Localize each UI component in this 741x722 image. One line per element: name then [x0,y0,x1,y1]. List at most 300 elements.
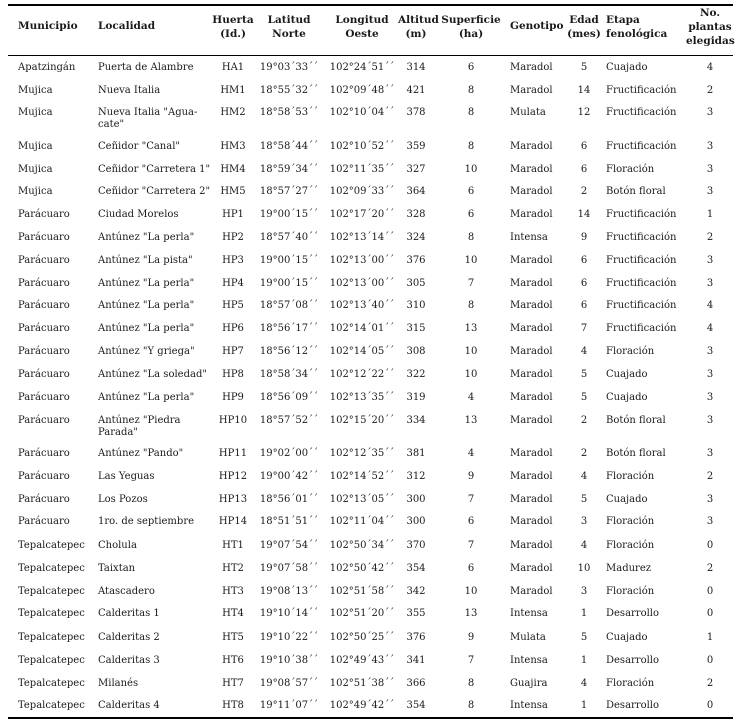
cell-latitud: 19°07´58´´ [259,563,319,574]
cell-edad: 6 [580,300,588,311]
cell-superficie: 10 [464,255,478,266]
cell-municipio: Tepalcatepec [18,563,85,574]
cell-genotipo: Maradol [510,209,553,220]
cell-huerta: HT2 [222,563,244,574]
cell-superficie: 6 [467,563,475,574]
cell-etapa: Fructificación [606,232,677,243]
cell-etapa: Botón floral [606,186,666,197]
cell-latitud: 19°10´38´´ [259,655,319,666]
cell-huerta: HT6 [222,655,244,666]
cell-edad: 3 [580,516,588,527]
cell-edad: 6 [580,141,588,152]
cell-longitud: 102°09´48´´ [329,85,395,96]
cell-edad: 2 [580,448,588,459]
table-header-rule [8,55,733,56]
cell-latitud: 19°00´15´´ [259,278,319,289]
cell-latitud: 18°58´53´´ [259,107,319,118]
cell-genotipo: Maradol [510,62,553,73]
cell-localidad: Atascadero [98,586,155,597]
cell-municipio: Parácuaro [18,516,70,527]
cell-latitud: 19°03´33´´ [259,62,319,73]
cell-latitud: 18°51´51´´ [259,516,319,527]
cell-plantas: 3 [706,415,714,426]
cell-superficie: 6 [467,62,475,73]
cell-localidad: Ceñidor "Carretera 2" [98,186,211,197]
cell-municipio: Tepalcatepec [18,540,85,551]
cell-genotipo: Intensa [510,700,548,711]
cell-superficie: 9 [467,632,475,643]
cell-huerta: HT4 [222,608,244,619]
cell-localidad: Antúnez "La perla" [98,232,195,243]
cell-localidad: Calderitas 2 [98,632,160,643]
cell-altitud: 421 [406,85,426,96]
header-etapa: Etapa fenológica [606,14,668,40]
cell-huerta: HP13 [218,494,248,505]
cell-edad: 14 [577,85,591,96]
cell-plantas: 3 [706,369,714,380]
cell-localidad: Los Pozos [98,494,148,505]
cell-latitud: 19°10´22´´ [259,632,319,643]
cell-municipio: Tepalcatepec [18,678,85,689]
cell-longitud: 102°13´40´´ [329,300,395,311]
cell-localidad: Antúnez "La perla" [98,278,195,289]
cell-superficie: 7 [467,494,475,505]
cell-etapa: Floración [606,516,655,527]
cell-altitud: 341 [406,655,426,666]
cell-plantas: 3 [706,278,714,289]
cell-altitud: 370 [406,540,426,551]
cell-altitud: 305 [406,278,426,289]
cell-municipio: Parácuaro [18,346,70,357]
cell-superficie: 13 [464,608,478,619]
cell-longitud: 102°14´01´´ [329,323,395,334]
cell-longitud: 102°10´04´´ [329,107,395,118]
cell-localidad: Antúnez "La pista" [98,255,193,266]
cell-longitud: 102°50´34´´ [329,540,395,551]
cell-etapa: Cuajado [606,62,648,73]
cell-etapa: Desarrollo [606,608,660,619]
cell-plantas: 1 [706,632,714,643]
cell-municipio: Parácuaro [18,323,70,334]
cell-huerta: HP4 [222,278,244,289]
cell-longitud: 102°13´14´´ [329,232,395,243]
cell-latitud: 18°57´27´´ [259,186,319,197]
cell-latitud: 18°56´01´´ [259,494,319,505]
cell-huerta: HT1 [222,540,244,551]
cell-plantas: 3 [706,448,714,459]
cell-edad: 5 [580,62,588,73]
cell-huerta: HM3 [220,141,246,152]
cell-latitud: 18°56´12´´ [259,346,319,357]
cell-superficie: 13 [464,415,478,426]
cell-municipio: Tepalcatepec [18,632,85,643]
cell-superficie: 9 [467,471,475,482]
cell-latitud: 18°58´34´´ [259,369,319,380]
cell-genotipo: Intensa [510,655,548,666]
cell-localidad: Nueva Italia "Agua- cate" [98,107,198,130]
cell-municipio: Tepalcatepec [18,608,85,619]
cell-genotipo: Maradol [510,516,553,527]
cell-municipio: Parácuaro [18,278,70,289]
cell-plantas: 3 [706,107,714,118]
cell-huerta: HA1 [221,62,245,73]
cell-longitud: 102°50´25´´ [329,632,395,643]
cell-superficie: 6 [467,516,475,527]
cell-longitud: 102°10´52´´ [329,141,395,152]
cell-etapa: Fructificación [606,255,677,266]
cell-plantas: 3 [706,392,714,403]
cell-localidad: Nueva Italia [98,85,161,96]
cell-genotipo: Maradol [510,186,553,197]
cell-edad: 6 [580,255,588,266]
header-superficie: Superficie (ha) [441,14,501,40]
cell-latitud: 19°00´15´´ [259,209,319,220]
cell-etapa: Cuajado [606,632,648,643]
cell-localidad: Antúnez "Piedra Parada" [98,415,181,438]
cell-altitud: 312 [406,471,426,482]
cell-genotipo: Maradol [510,392,553,403]
cell-genotipo: Mulata [510,632,546,643]
cell-genotipo: Maradol [510,255,553,266]
cell-genotipo: Intensa [510,608,548,619]
cell-longitud: 102°12´35´´ [329,448,395,459]
cell-etapa: Fructificación [606,85,677,96]
cell-latitud: 19°02´00´´ [259,448,319,459]
cell-plantas: 3 [706,516,714,527]
cell-edad: 1 [580,700,588,711]
cell-altitud: 376 [406,632,426,643]
cell-superficie: 7 [467,540,475,551]
cell-plantas: 1 [706,209,714,220]
cell-localidad: Cholula [98,540,137,551]
cell-genotipo: Maradol [510,540,553,551]
cell-longitud: 102°49´42´´ [329,700,395,711]
cell-huerta: HM2 [220,107,246,118]
cell-altitud: 308 [406,346,426,357]
cell-edad: 12 [577,107,591,118]
cell-longitud: 102°15´20´´ [329,415,395,426]
cell-altitud: 364 [406,186,426,197]
cell-etapa: Cuajado [606,392,648,403]
cell-longitud: 102°49´43´´ [329,655,395,666]
cell-superficie: 6 [467,209,475,220]
cell-edad: 2 [580,415,588,426]
cell-huerta: HP8 [222,369,244,380]
cell-genotipo: Maradol [510,471,553,482]
cell-altitud: 328 [406,209,426,220]
cell-huerta: HP2 [222,232,244,243]
cell-latitud: 18°55´32´´ [259,85,319,96]
cell-localidad: Puerta de Alambre [98,62,194,73]
cell-plantas: 4 [706,323,714,334]
cell-latitud: 18°57´08´´ [259,300,319,311]
cell-etapa: Fructificación [606,209,677,220]
cell-altitud: 300 [406,516,426,527]
cell-genotipo: Maradol [510,448,553,459]
cell-genotipo: Mulata [510,107,546,118]
cell-altitud: 315 [406,323,426,334]
cell-etapa: Fructificación [606,278,677,289]
cell-genotipo: Maradol [510,415,553,426]
cell-municipio: Apatzingán [18,62,76,73]
cell-longitud: 102°51´20´´ [329,608,395,619]
cell-localidad: Taixtan [98,563,136,574]
cell-edad: 10 [577,563,591,574]
cell-superficie: 8 [467,232,475,243]
cell-genotipo: Maradol [510,323,553,334]
cell-genotipo: Maradol [510,563,553,574]
cell-superficie: 7 [467,278,475,289]
cell-plantas: 0 [706,540,714,551]
cell-etapa: Madurez [606,563,652,574]
cell-latitud: 19°00´42´´ [259,471,319,482]
cell-edad: 6 [580,278,588,289]
cell-localidad: Calderitas 1 [98,608,160,619]
cell-longitud: 102°11´04´´ [329,516,395,527]
cell-altitud: 359 [406,141,426,152]
cell-superficie: 13 [464,323,478,334]
header-huerta: Huerta (Id.) [212,14,254,40]
cell-latitud: 18°56´09´´ [259,392,319,403]
cell-superficie: 6 [467,186,475,197]
table-top-rule [8,4,733,6]
cell-longitud: 102°13´05´´ [329,494,395,505]
cell-latitud: 19°08´13´´ [259,586,319,597]
cell-localidad: Ciudad Morelos [98,209,179,220]
cell-edad: 14 [577,209,591,220]
cell-altitud: 319 [406,392,426,403]
cell-altitud: 310 [406,300,426,311]
cell-edad: 5 [580,632,588,643]
cell-altitud: 355 [406,608,426,619]
cell-etapa: Cuajado [606,369,648,380]
cell-localidad: Calderitas 3 [98,655,160,666]
cell-municipio: Mujica [18,107,53,118]
cell-huerta: HP7 [222,346,244,357]
cell-etapa: Floración [606,164,655,175]
cell-plantas: 0 [706,700,714,711]
cell-altitud: 376 [406,255,426,266]
cell-edad: 5 [580,494,588,505]
cell-latitud: 18°58´44´´ [259,141,319,152]
cell-etapa: Floración [606,586,655,597]
cell-altitud: 354 [406,700,426,711]
cell-edad: 1 [580,608,588,619]
cell-etapa: Fructificación [606,323,677,334]
cell-superficie: 10 [464,369,478,380]
cell-localidad: 1ro. de septiembre [98,516,195,527]
cell-localidad: Antúnez "Y griega" [98,346,195,357]
cell-superficie: 10 [464,586,478,597]
cell-municipio: Mujica [18,164,53,175]
cell-latitud: 18°57´52´´ [259,415,319,426]
cell-longitud: 102°24´51´´ [329,62,395,73]
cell-edad: 5 [580,369,588,380]
cell-huerta: HT3 [222,586,244,597]
cell-latitud: 19°08´57´´ [259,678,319,689]
cell-etapa: Floración [606,678,655,689]
cell-superficie: 8 [467,700,475,711]
cell-latitud: 19°11´07´´ [259,700,319,711]
cell-edad: 4 [580,346,588,357]
cell-genotipo: Maradol [510,300,553,311]
cell-municipio: Mujica [18,141,53,152]
cell-edad: 5 [580,392,588,403]
cell-localidad: Las Yeguas [98,471,155,482]
cell-plantas: 2 [706,563,714,574]
header-altitud: Altitud (m) [398,14,439,40]
cell-etapa: Floración [606,346,655,357]
header-plantas: No. plantas elegidas [686,7,735,47]
cell-altitud: 314 [406,62,426,73]
cell-huerta: HP10 [218,415,248,426]
cell-municipio: Tepalcatepec [18,655,85,666]
cell-huerta: HP3 [222,255,244,266]
cell-etapa: Floración [606,471,655,482]
cell-municipio: Parácuaro [18,232,70,243]
cell-localidad: Ceñidor "Canal" [98,141,181,152]
cell-latitud: 19°10´14´´ [259,608,319,619]
cell-plantas: 0 [706,655,714,666]
cell-municipio: Parácuaro [18,471,70,482]
cell-etapa: Fructificación [606,141,677,152]
cell-altitud: 324 [406,232,426,243]
header-genotipo: Genotipo [510,20,564,32]
cell-huerta: HP9 [222,392,244,403]
cell-longitud: 102°13´00´´ [329,278,395,289]
cell-municipio: Parácuaro [18,300,70,311]
cell-municipio: Tepalcatepec [18,700,85,711]
cell-huerta: HP12 [218,471,248,482]
cell-municipio: Parácuaro [18,369,70,380]
cell-plantas: 3 [706,494,714,505]
cell-genotipo: Maradol [510,141,553,152]
cell-longitud: 102°51´58´´ [329,586,395,597]
cell-localidad: Ceñidor "Carretera 1" [98,164,211,175]
cell-edad: 7 [580,323,588,334]
cell-etapa: Fructificación [606,107,677,118]
cell-plantas: 4 [706,62,714,73]
cell-plantas: 2 [706,232,714,243]
cell-superficie: 7 [467,655,475,666]
cell-huerta: HP6 [222,323,244,334]
cell-plantas: 3 [706,141,714,152]
cell-etapa: Botón floral [606,415,666,426]
cell-plantas: 3 [706,255,714,266]
cell-altitud: 334 [406,415,426,426]
cell-latitud: 19°07´54´´ [259,540,319,551]
cell-municipio: Mujica [18,85,53,96]
cell-huerta: HM1 [220,85,246,96]
cell-genotipo: Maradol [510,494,553,505]
cell-altitud: 342 [406,586,426,597]
cell-genotipo: Maradol [510,369,553,380]
cell-superficie: 8 [467,678,475,689]
cell-edad: 2 [580,186,588,197]
cell-localidad: Antúnez "Pando" [98,448,184,459]
cell-huerta: HP1 [222,209,244,220]
cell-etapa: Fructificación [606,300,677,311]
cell-superficie: 8 [467,300,475,311]
cell-huerta: HT8 [222,700,244,711]
cell-longitud: 102°12´22´´ [329,369,395,380]
cell-latitud: 19°00´15´´ [259,255,319,266]
cell-huerta: HM4 [220,164,246,175]
cell-plantas: 2 [706,471,714,482]
cell-municipio: Tepalcatepec [18,586,85,597]
cell-latitud: 18°59´34´´ [259,164,319,175]
cell-altitud: 366 [406,678,426,689]
cell-superficie: 10 [464,164,478,175]
cell-longitud: 102°14´52´´ [329,471,395,482]
cell-municipio: Parácuaro [18,494,70,505]
cell-huerta: HP14 [218,516,248,527]
cell-superficie: 10 [464,346,478,357]
cell-edad: 9 [580,232,588,243]
cell-municipio: Parácuaro [18,392,70,403]
cell-localidad: Milanés [98,678,139,689]
cell-huerta: HM5 [220,186,246,197]
cell-genotipo: Maradol [510,278,553,289]
cell-etapa: Botón floral [606,448,666,459]
cell-genotipo: Guajira [510,678,548,689]
cell-edad: 3 [580,586,588,597]
cell-edad: 6 [580,164,588,175]
cell-municipio: Mujica [18,186,53,197]
cell-genotipo: Maradol [510,346,553,357]
cell-localidad: Calderitas 4 [98,700,160,711]
cell-edad: 1 [580,655,588,666]
cell-longitud: 102°11´35´´ [329,164,395,175]
cell-longitud: 102°13´00´´ [329,255,395,266]
cell-municipio: Parácuaro [18,415,70,426]
cell-latitud: 18°56´17´´ [259,323,319,334]
cell-genotipo: Maradol [510,164,553,175]
cell-altitud: 327 [406,164,426,175]
cell-altitud: 378 [406,107,426,118]
cell-altitud: 300 [406,494,426,505]
cell-altitud: 354 [406,563,426,574]
cell-plantas: 4 [706,300,714,311]
header-municipio: Municipio [18,20,78,32]
cell-huerta: HT5 [222,632,244,643]
cell-plantas: 3 [706,164,714,175]
table-bottom-rule [8,717,733,719]
header-localidad: Localidad [98,20,156,32]
cell-localidad: Antúnez "La soledad" [98,369,207,380]
cell-genotipo: Intensa [510,232,548,243]
cell-latitud: 18°57´40´´ [259,232,319,243]
cell-superficie: 8 [467,107,475,118]
cell-plantas: 0 [706,586,714,597]
cell-etapa: Floración [606,540,655,551]
header-latitud: Latitud Norte [267,14,311,40]
cell-superficie: 4 [467,392,475,403]
cell-plantas: 3 [706,346,714,357]
cell-huerta: HP5 [222,300,244,311]
cell-huerta: HT7 [222,678,244,689]
header-edad: Edad (mes) [567,14,601,40]
cell-localidad: Antúnez "La perla" [98,392,195,403]
cell-huerta: HP11 [218,448,248,459]
cell-localidad: Antúnez "La perla" [98,300,195,311]
cell-localidad: Antúnez "La perla" [98,323,195,334]
cell-longitud: 102°14´05´´ [329,346,395,357]
cell-etapa: Desarrollo [606,655,660,666]
cell-longitud: 102°09´33´´ [329,186,395,197]
cell-municipio: Parácuaro [18,255,70,266]
cell-altitud: 322 [406,369,426,380]
